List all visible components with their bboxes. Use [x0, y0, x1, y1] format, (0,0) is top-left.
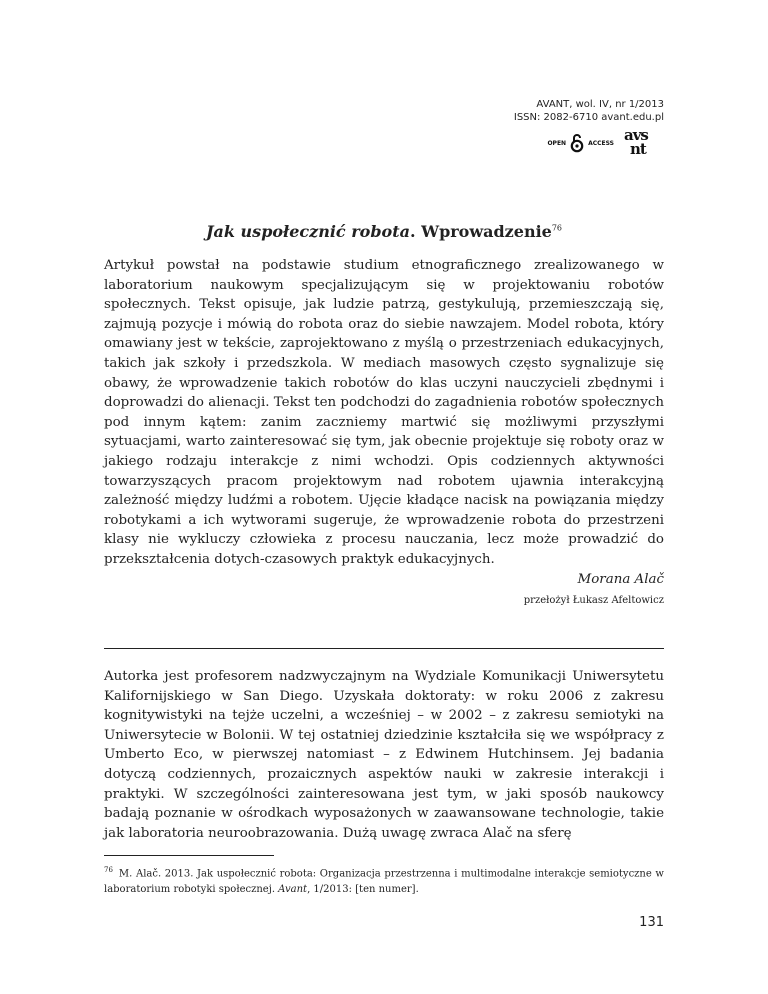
author-bio-paragraph: Autorka jest profesorem nadzwyczajnym na Wydziale Komunikacji Uniwersytetu Kalifornijskiego w San Diego. Uzyskała doktoraty: w roku 2006 z zakresu kognitywistyki na tejże uczelni, a wcześniej – w 2002 – z zakresu semiotyki na Uniwersytecie w Bolonii. W tej ostatniej dziedzinie kształciła się we współpracy z Umberto Eco, w pierwszej natomiast – z Edwinem Hutchinsem. Jej badania dotyczą codziennych, prozaicznych aspektów nauki w zakresie interakcji i praktyki. W szczególności zainteresowana jest tym, w jaki sposób naukowcy badają poznanie w ośrodkach wyposażonych w zaawansowane technologie, takie jak laboratoria neuroobrazowania. Dużą uwagę zwraca Alač na sferę: [104, 669, 664, 841]
avant-logo: [624, 128, 658, 158]
avant-logo-bottom: nt: [630, 140, 646, 158]
page-number: 131: [639, 915, 664, 930]
title-rest: . Wprowadzenie: [409, 222, 552, 241]
journal-header: [514, 98, 664, 124]
journal-volume: AVANT, wol. IV, nr 1/2013: [536, 99, 664, 110]
open-access-logo: [547, 128, 658, 158]
avant-logo-top: avs: [624, 126, 648, 144]
article-title: [0, 222, 768, 241]
title-main: Jak uspołecznić robota: [205, 222, 410, 241]
footnote-text-after: , 1/2013: [ten numer].: [307, 884, 419, 896]
footnote: [104, 862, 664, 898]
author-signature: Morana Alač: [577, 572, 664, 587]
footnote-divider: [104, 855, 274, 856]
footnote-mark: 76: [104, 866, 113, 874]
footnote-journal: Avant: [278, 884, 308, 896]
open-label: OPEN: [547, 139, 567, 147]
open-access-lock-icon: [570, 133, 584, 153]
access-label: ACCESS: [588, 139, 614, 147]
section-divider: [104, 648, 664, 649]
translator-credit: przełożył Łukasz Afeltowicz: [523, 595, 664, 606]
abstract-paragraph: Artykuł powstał na podstawie studium etnograficznego zrealizowanego w laboratorium naukowym specjalizującym się w projektowaniu robotów społecznych. Tekst opisuje, jak ludzie patrzą, gestykulują, przemieszczają się, zajmują pozycje i mówią do robota oraz do siebie nawzajem. Model robota, który omawiany jest w tekście, zaprojektowano z myślą o przestrzeniach edukacyjnych, takich jak szkoły i przedszkola. W mediach masowych często sygnalizuje się obawy, że wprowadzenie takich robotów do klas uczyni nauczycieli zbędnymi i doprowadzi do alienacji. Tekst ten podchodzi do zagadnienia robotów społecznych pod innym kątem: zanim zaczniemy martwić się możliwymi przyszłymi sytuacjami, warto zainteresować się tym, jak obecnie projektuje się roboty oraz w jakiego rodzaju interakcje z nimi wchodzi. Opis codziennych aktywności towarzyszących pracom projektowym nad robotem ujawnia interakcyjną zależność między ludźmi a robotem. Ujęcie kładące nacisk na powiązania między robotykami a ich wytworami sugeruje, że wprowadzenie robota do przestrzeni klasy nie wykluczy człowieka z procesu nauczania, lecz może prowadzić do przekształcenia dotych-czasowych praktyk edukacyjnych.: [104, 258, 664, 567]
journal-issn: ISSN: 2082-6710 avant.edu.pl: [513, 112, 664, 123]
footnote-text-before: M. Alač. 2013. Jak uspołecznić robota: Organizacja przestrzenna i multimodalne interakcje semiotyczne w laboratorium robotyki społecznej.: [104, 868, 664, 896]
title-footnote-ref[interactable]: 76: [551, 223, 563, 233]
